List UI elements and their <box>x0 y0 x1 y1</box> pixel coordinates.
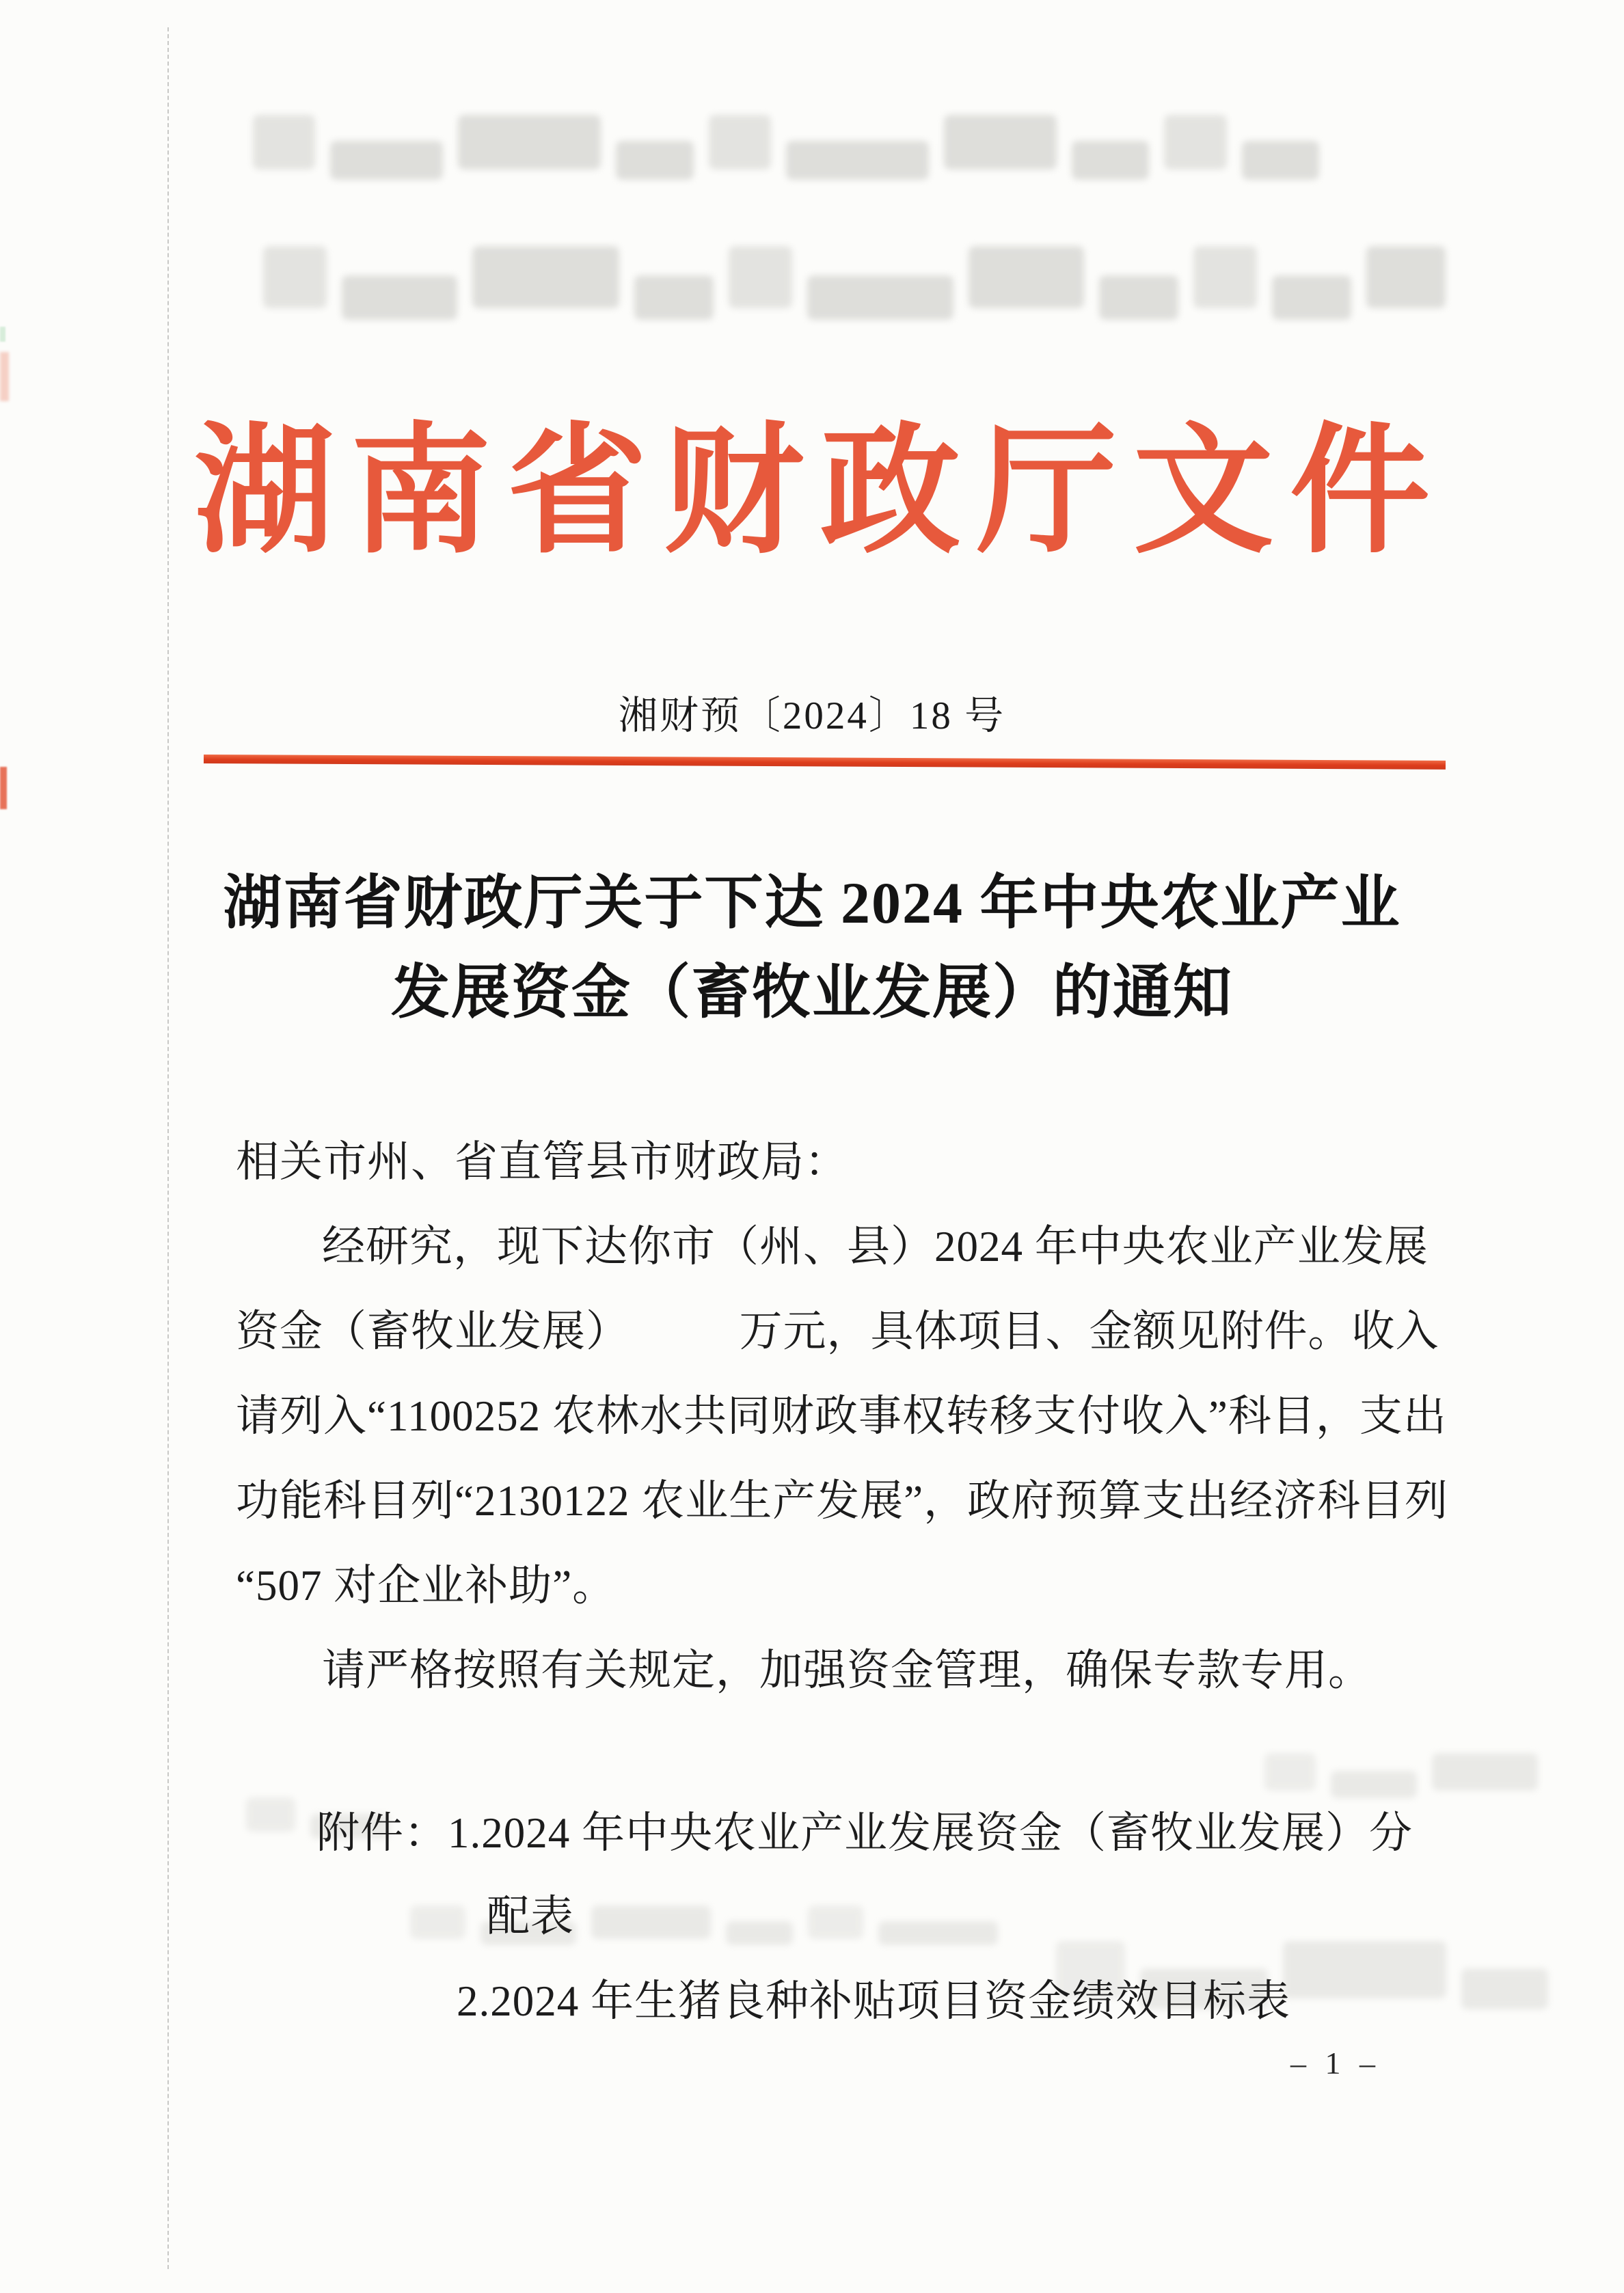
document-reference-number: 湘财预〔2024〕18 号 <box>618 694 1006 737</box>
scanner-dashed-line-artifact <box>167 27 169 2269</box>
body-line-6: 请严格按照有关规定，加强资金管理，确保专款专用。 <box>322 1646 1372 1694</box>
body-line-1: 经研究，现下达你市（州、县）2024 年中央农业产业发展 <box>322 1223 1429 1271</box>
bleedthrough-row-top-1 <box>253 115 1319 180</box>
document-title <box>0 858 1624 1037</box>
attachment-line-1: 附件：1.2024 年中央农业产业发展资金（畜牧业发展）分 <box>316 1809 1413 1857</box>
body-line-5: “507 对企业补助”。 <box>236 1562 617 1610</box>
body-line-3: 请列入“1100252 农林水共同财政事权转移支付收入”科目，支出 <box>236 1392 1447 1440</box>
agency-letterhead-title: 湖南省财政厅文件 <box>194 415 1446 570</box>
red-divider-rule <box>204 755 1446 770</box>
edge-smudge-pink <box>0 352 9 401</box>
edge-smudge-green <box>0 327 5 342</box>
body-line-2: 资金（畜牧业发展） 万元，具体项目、金额见附件。收入 <box>236 1307 1439 1355</box>
page-number: – 1 – <box>1290 2046 1381 2080</box>
bleedthrough-row-top-2 <box>263 246 1446 320</box>
edge-smudge-red <box>0 767 7 809</box>
document-title-line-2: 发展资金（畜牧业发展）的通知 <box>391 960 1233 1025</box>
body-line-4: 功能科目列“2130122 农业生产发展”，政府预算支出经济科目列 <box>236 1477 1449 1525</box>
document-title-line-1: 湖南省财政厅关于下达 2024 年中央农业产业 <box>223 870 1401 936</box>
attachment-line-2: 2.2024 年生猪良种补贴项目资金绩效目标表 <box>457 1977 1290 2025</box>
salutation-line: 相关市州、省直管县市财政局： <box>236 1138 848 1186</box>
attachment-line-1-continuation: 配表 <box>487 1892 574 1940</box>
